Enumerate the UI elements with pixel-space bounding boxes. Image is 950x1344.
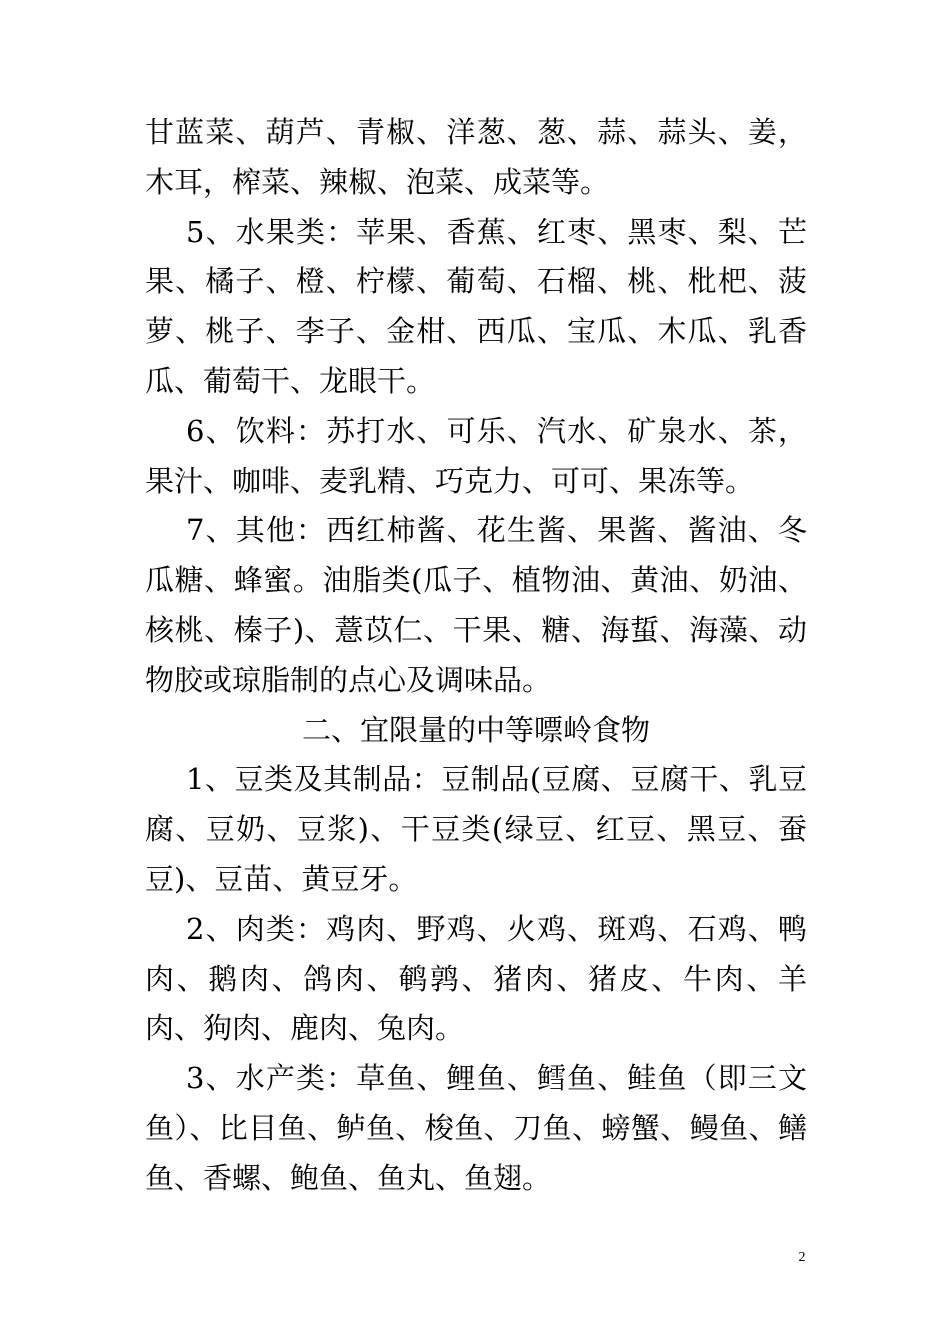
paragraph-meats: 2、肉类：鸡肉、野鸡、火鸡、斑鸡、石鸡、鸭肉、鹅肉、鸽肉、鹌鹑、猪肉、猪皮、牛肉、羊肉、狗肉、鹿肉、兔肉。 [145,911,807,1046]
paragraph-drinks: 6、饮料：苏打水、可乐、汽水、矿泉水、茶，果汁、咖啡、麦乳精、巧克力、可可、果冻等。 [145,413,807,498]
paragraph-fruits: 5、水果类：苹果、香蕉、红枣、黑枣、梨、芒果、橘子、橙、柠檬、葡萄、石榴、桃、枇杷、菠萝、桃子、李子、金柑、西瓜、宝瓜、木瓜、乳香瓜、葡萄干、龙眼干。 [145,214,807,398]
paragraph-others: 7、其他：西红柿酱、花生酱、果酱、酱油、冬瓜糖、蜂蜜。油脂类(瓜子、植物油、黄油、奶油、核桃、榛子)、薏苡仁、干果、糖、海蜇、海藻、动物胶或琼脂制的点心及调味品。 [145,513,807,697]
paragraph-beans: 1、豆类及其制品：豆制品(豆腐、豆腐干、乳豆腐、豆奶、豆浆)、干豆类(绿豆、红豆、黑豆、蚕豆)、豆苗、黄豆牙。 [145,762,807,896]
paragraph-vegetables-continued: 甘蓝菜、葫芦、青椒、洋葱、葱、蒜、蒜头、姜，木耳，榨菜、辣椒、泡菜、成菜等。 [145,115,807,199]
paragraph-seafood: 3、水产类：草鱼、鲤鱼、鳕鱼、鲑鱼（即三文鱼）、比目鱼、鲈鱼、梭鱼、刀鱼、螃蟹、鳗鱼、鳝鱼、香螺、鲍鱼、鱼丸、鱼翅。 [145,1061,807,1195]
page-number: 2 [798,1250,806,1265]
body-text [145,108,807,1204]
section-heading: 二、宜限量的中等嘌岭食物 [301,712,650,747]
